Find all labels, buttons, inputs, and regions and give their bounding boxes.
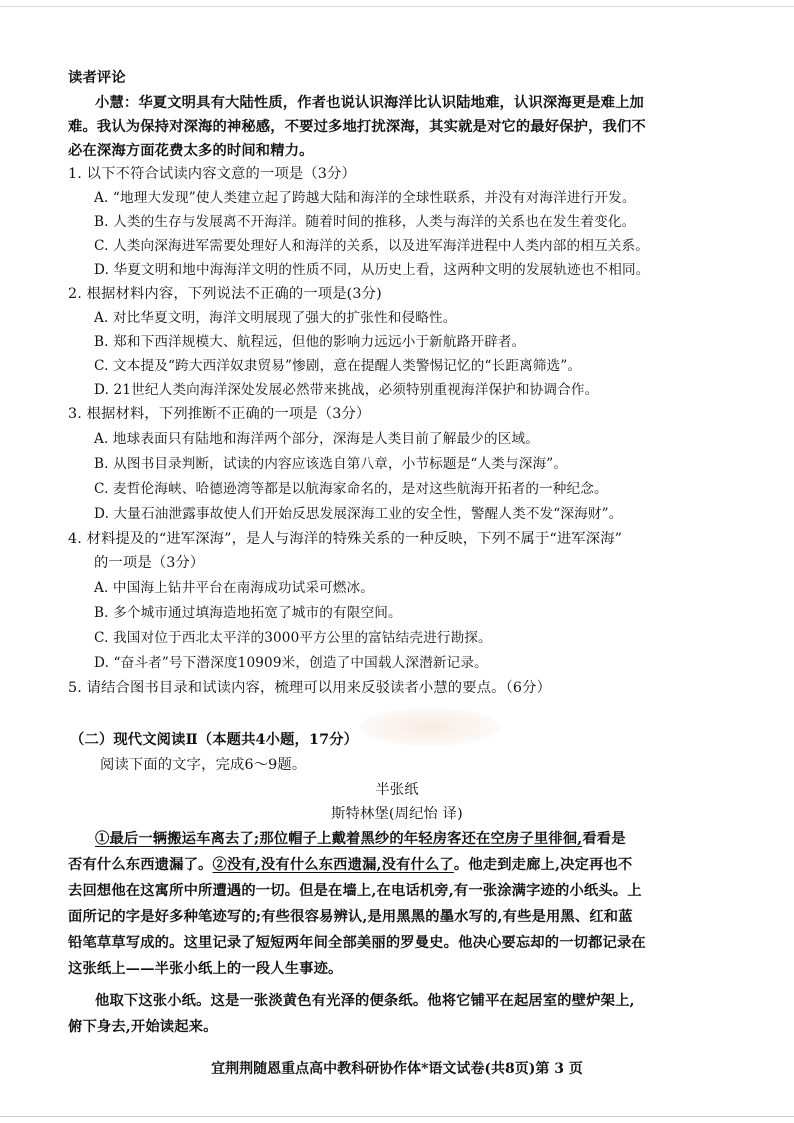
- paragraph-line: 俯下身去,开始读起来。: [68, 1019, 218, 1035]
- option-d: D. “奋斗者”号下潜深度10909米，创造了中国载人深潜新记录。: [94, 655, 488, 671]
- bottom-edge-line: [0, 1116, 794, 1117]
- part2-heading: （二）现代文阅读Ⅱ（本题共4小题，17分）: [70, 732, 359, 748]
- option-d: D. 21世纪人类向海洋深处发展必然带来挑战，必须特别重视海洋保护和协调合作。: [94, 382, 599, 398]
- option-c: C. 麦哲伦海峡、哈德逊湾等都是以航海家命名的，是对这些航海开拓者的一种纪念。: [94, 481, 608, 497]
- paragraph-line: [68, 855, 632, 875]
- underlined-sentence-1: ①最后一辆搬运车离去了;那位帽子上戴着黑纱的年轻房客还在空房子里徘徊,: [95, 831, 583, 847]
- option-b: B. 从图书目录判断，试读的内容应该选自第八章，小节标题是“人类与深海”。: [94, 456, 568, 472]
- option-a: A. “地理大发现”使人类建立起了跨越大陆和海洋的全球性联系，并没有对海洋进行开发。: [94, 190, 636, 206]
- option-c: C. 文本提及“跨大西洋奴隶贸易”惨剧，意在提醒人类警惕记忆的“长距离筛选”。: [94, 358, 582, 374]
- paragraph-line: 他取下这张小纸。这是一张淡黄色有光泽的便条纸。他将它铺平在起居室的壁炉架上,: [95, 993, 635, 1009]
- option-a: A. 中国海上钻井平台在南海成功试采可燃冰。: [94, 580, 375, 596]
- option-d: D. 大量石油泄露事故使人们开始反思发展深海工业的安全性，警醒人类不发“深海财”。: [94, 506, 623, 522]
- story-author: 斯特林堡(周纪怡 译): [331, 806, 463, 822]
- paragraph-text: 否有什么东西遗漏了。: [68, 857, 213, 873]
- paragraph-line: [95, 829, 626, 849]
- option-b: B. 人类的生存与发展离不开海洋。随着时间的推移，人类与海洋的关系也在发生着变化。: [94, 214, 636, 230]
- paragraph-text: 。他走到走廊上,决定再也不: [453, 857, 633, 873]
- page-footer: 宜荆荆随恩重点高中教科研协作体*语文试卷(共8页)第 3 页: [211, 1061, 583, 1077]
- paragraph-line: 面所记的字是好多种笔迹写的;有些很容易辨认,是用黑黑的墨水写的,有些是用黑、红和蓝: [68, 909, 633, 925]
- option-a: A. 对比华夏文明，海洋文明展现了强大的扩张性和侵略性。: [94, 310, 457, 326]
- paragraph-line: 铅笔草草写成的。这里记录了短短两年间全部美丽的罗曼史。他决心要忘却的一切都记录在: [68, 935, 646, 951]
- question-stem: 4. 材料提及的“进军深海”，是人与海洋的特殊关系的一种反映，下列不属于“进军深海”: [68, 531, 623, 547]
- question-stem: 3. 根据材料，下列推断不正确的一项是（3分）: [68, 406, 371, 422]
- question-stem-continued: 的一项是（3分）: [94, 555, 205, 571]
- option-a: A. 地球表面只有陆地和海洋两个部分，深海是人类目前了解最少的区域。: [94, 431, 539, 447]
- story-title: 半张纸: [375, 782, 419, 798]
- part2-instruction: 阅读下面的文字，完成6～9题。: [100, 757, 307, 773]
- paragraph-line: 去回想他在这寓所中所遭遇的一切。但是在墙上,在电话机旁,有一张涂满字迹的小纸头。上: [68, 883, 642, 899]
- comment-line: 难。我认为保持对深海的神秘感，不要过多地打扰深海，其实就是对它的最好保护，我们不: [68, 119, 646, 135]
- comment-line: 小慧：华夏文明具有大陆性质，作者也说认识海洋比认识陆地难，认识深海更是难上加: [95, 95, 644, 111]
- option-c: C. 人类向深海进军需要处理好人和海洋的关系，以及进军海洋进程中人类内部的相互关系。: [94, 238, 650, 254]
- question-5: 5. 请结合图书目录和试读内容，梳理可以用来反驳读者小慧的要点。（6分）: [68, 680, 552, 696]
- question-stem: 1. 以下不符合试读内容文意的一项是（3分）: [68, 166, 356, 182]
- option-b: B. 多个城市通过填海造地拓宽了城市的有限空间。: [94, 605, 402, 621]
- option-c: C. 我国对位于西北太平洋的3000平方公里的富钴结壳进行勘探。: [94, 630, 492, 646]
- question-stem: 2. 根据材料内容，下列说法不正确的一项是(3分): [68, 286, 382, 302]
- comment-line: 必在深海方面花费太多的时间和精力。: [68, 143, 314, 159]
- paragraph-text: 看看是: [582, 831, 626, 847]
- underlined-sentence-2: ②没有,没有什么东西遗漏,没有什么了: [212, 857, 454, 873]
- section-title: 读者评论: [68, 70, 126, 86]
- option-b: B. 郑和下西洋规模大、航程远，但他的影响力远远小于新航路开辟者。: [94, 334, 526, 350]
- option-d: D. 华夏文明和地中海海洋文明的性质不同，从历史上看，这两种文明的发展轨迹也不相同。: [94, 262, 650, 278]
- paragraph-line: 这张纸上——半张小纸上的一段人生事迹。: [68, 961, 343, 977]
